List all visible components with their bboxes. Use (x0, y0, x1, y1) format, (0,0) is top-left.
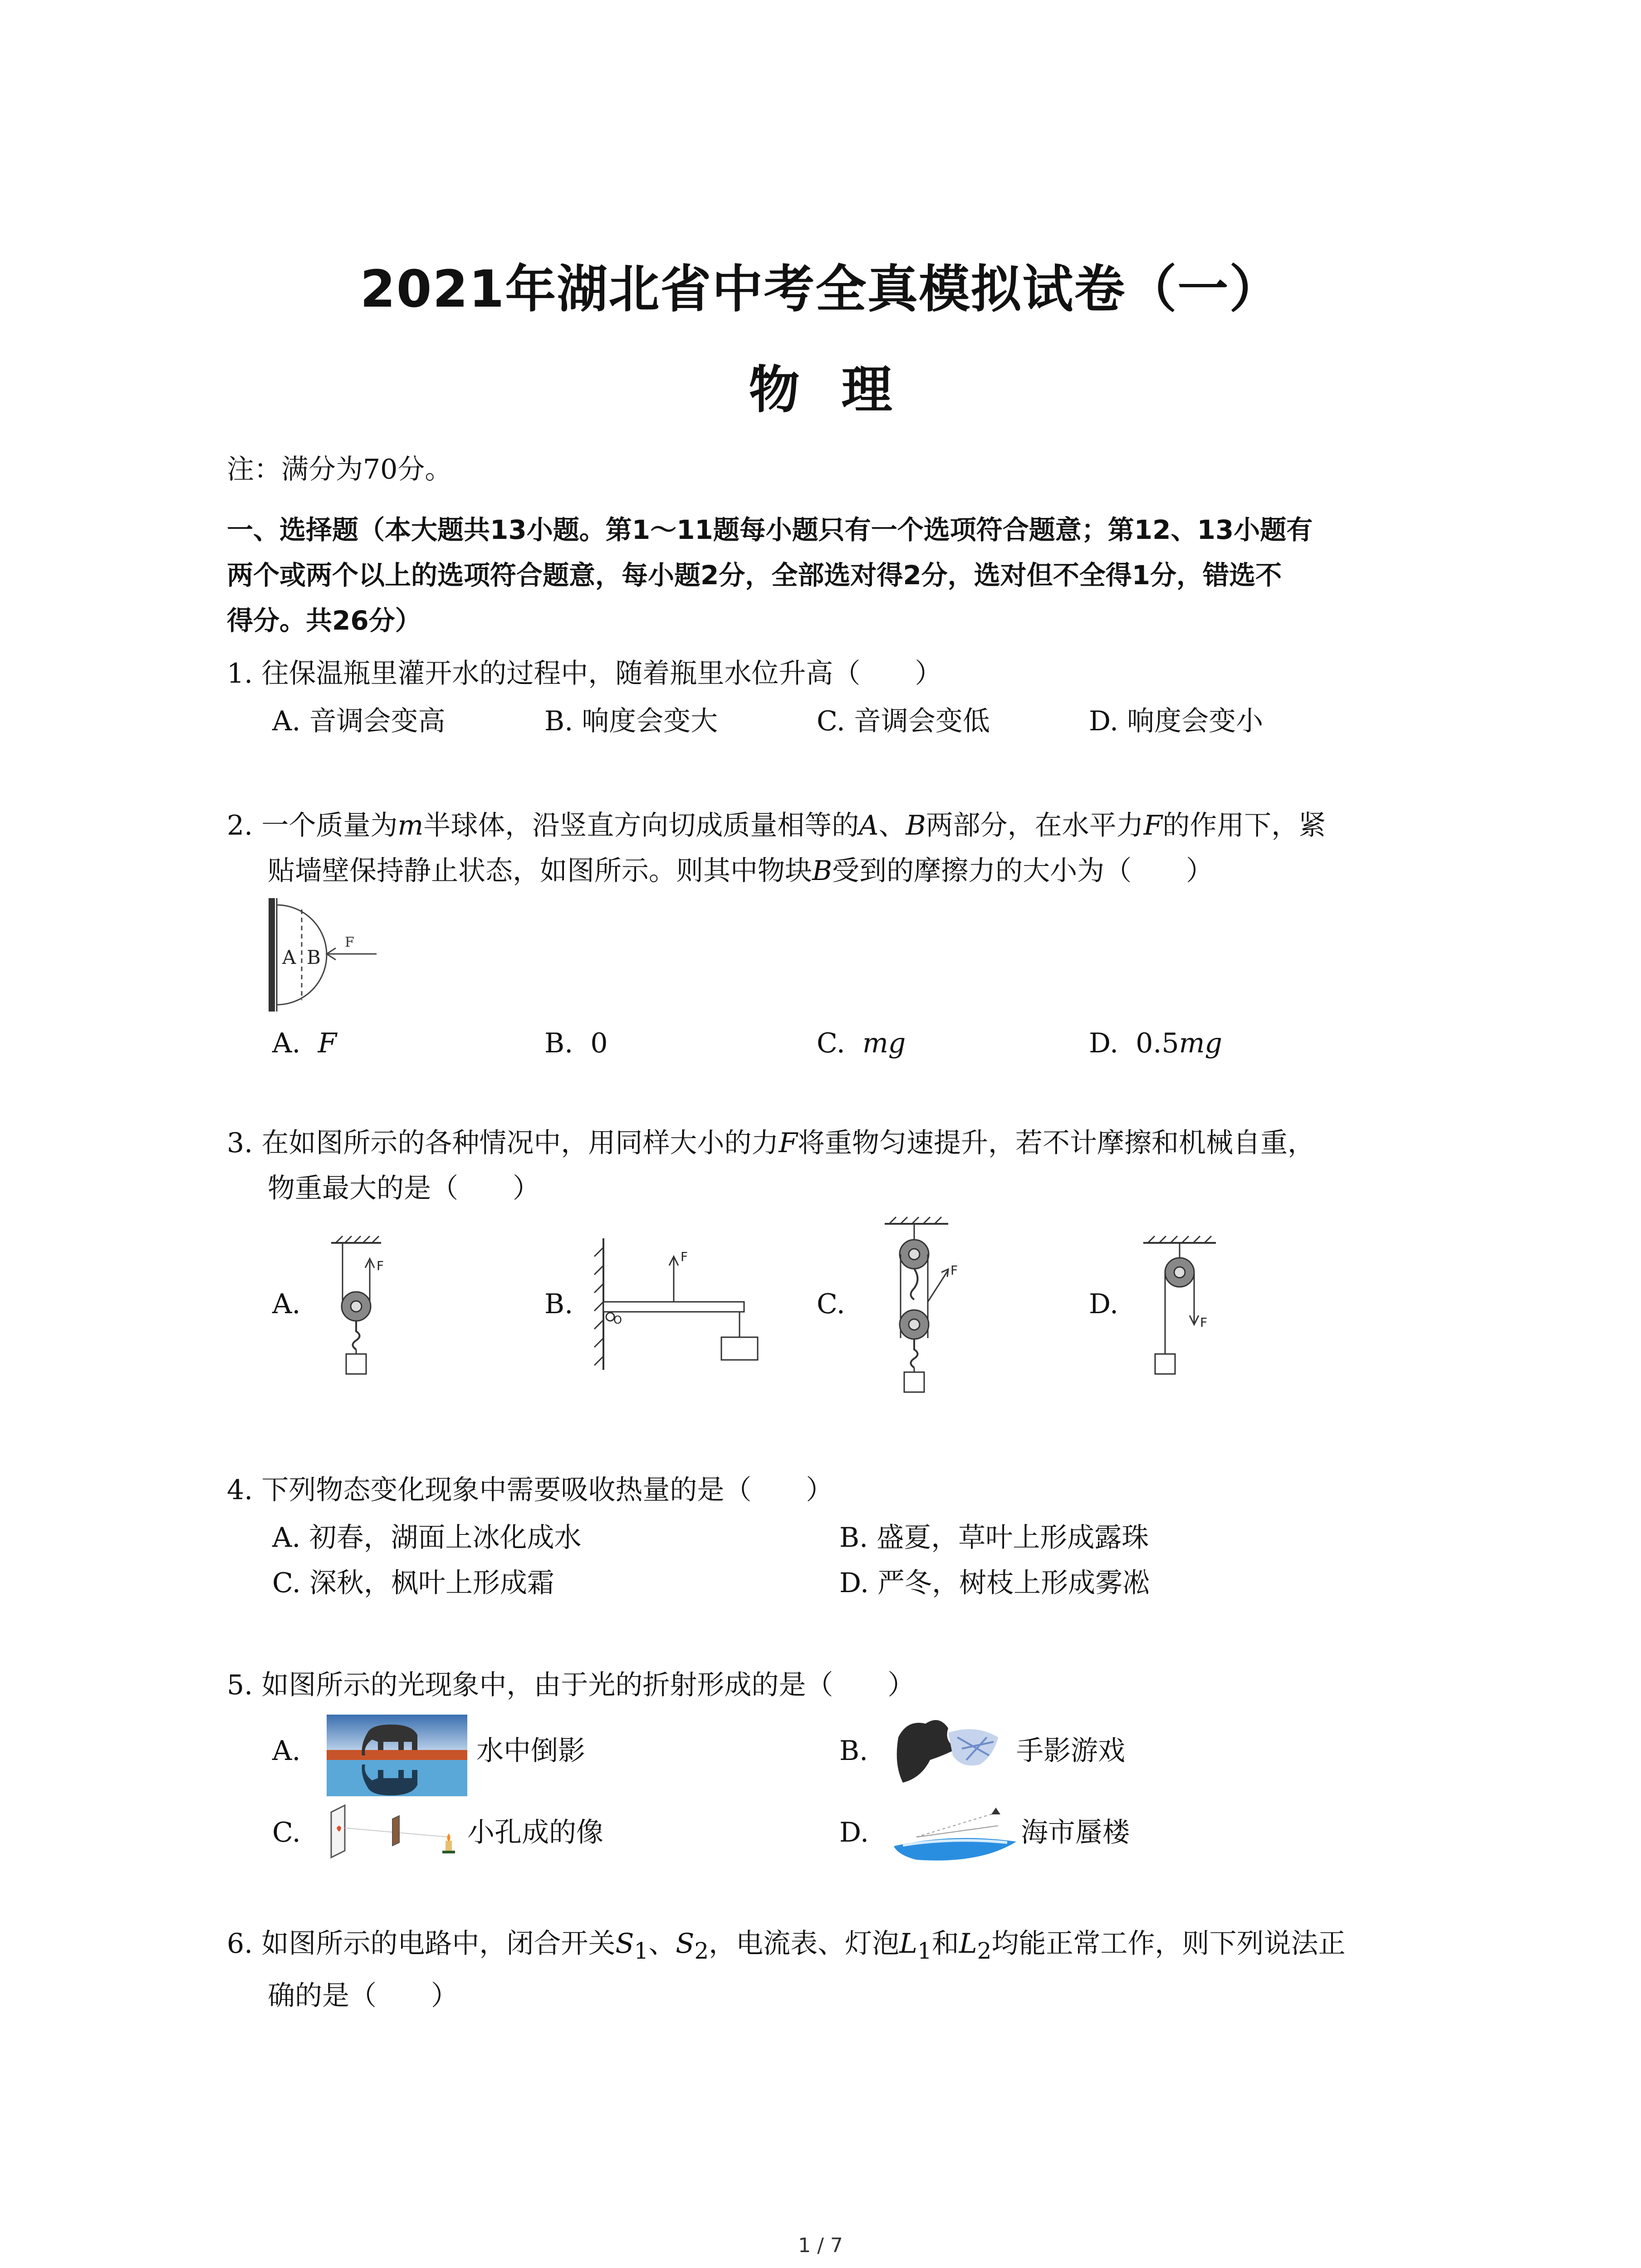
q5-option-a-text: 水中倒影 (476, 1735, 585, 1767)
q5-option-b-label: B. (839, 1735, 868, 1767)
q4-stem: 4. 下列物态变化现象中需要吸收热量的是（ ） (227, 1474, 833, 1506)
force-label: F (377, 1258, 384, 1273)
force-label: F (345, 934, 354, 950)
label-a: A (282, 946, 296, 968)
section-heading-line3: 得分。共26分） (227, 605, 421, 636)
q6-stem-line2: 确的是（ ） (268, 1980, 458, 2012)
q2-option-a: A. F (272, 1027, 337, 1059)
q3-stem-line1: 3. 在如图所示的各种情况中，用同样大小的力F将重物匀速提升，若不计摩擦和机械自重， (227, 1127, 1315, 1159)
q3-option-d: D. (1089, 1288, 1119, 1320)
q5-option-d-text: 海市蜃楼 (1021, 1817, 1130, 1848)
mirage-figure (889, 1796, 1021, 1864)
q4-option-c: C. 深秋，枫叶上形成霜 (272, 1567, 554, 1599)
q2-option-c: C. mg (817, 1027, 906, 1059)
q4-option-b: B. 盛夏，草叶上形成露珠 (839, 1522, 1149, 1554)
q5-option-b-text: 手影游戏 (1016, 1735, 1125, 1767)
q1-option-a: A. 音调会变高 (272, 705, 446, 737)
exam-title: 2021年湖北省中考全真模拟试卷（一） (360, 260, 1281, 319)
label-b: B (307, 946, 321, 968)
q2-option-b: B. 0 (544, 1027, 608, 1059)
weight-box (721, 1337, 758, 1360)
q1-option-c: C. 音调会变低 (817, 705, 990, 737)
movable-pulley-figure (327, 1234, 408, 1383)
q5-stem: 5. 如图所示的光现象中，由于光的折射形成的是（ ） (227, 1669, 915, 1701)
hook (353, 1321, 360, 1349)
force-label: F (1200, 1315, 1208, 1330)
q4-option-a: A. 初春，湖面上冰化成水 (272, 1522, 582, 1554)
section-heading-line2: 两个或两个以上的选项符合题意，每小题2分，全部选对得2分，选对但不全得1分，错选不 (227, 560, 1282, 591)
lever-figure (590, 1234, 771, 1383)
q4-option-d: D. 严冬，树枝上形成雾凇 (839, 1567, 1150, 1599)
section-heading-line1: 一、选择题（本大题共13小题。第1～11题每小题只有一个选项符合题意；第12、13小题有 (227, 514, 1313, 545)
wall (269, 898, 275, 1012)
pivot-label: O (613, 1314, 622, 1326)
q1-option-b: B. 响度会变大 (544, 705, 718, 737)
pinhole-camera-figure (327, 1801, 458, 1860)
force-label: F (950, 1263, 958, 1278)
pulley-system-figure (876, 1216, 989, 1406)
force-label: F (681, 1249, 688, 1264)
lever-bar (603, 1302, 744, 1312)
fixed-pulley-figure (1134, 1234, 1234, 1383)
q1-stem: 1. 往保温瓶里灌开水的过程中，随着瓶里水位升高（ ） (227, 658, 942, 689)
subject-title: 物理 (749, 361, 934, 420)
hemisphere-figure (268, 896, 386, 1014)
q5-option-c-label: C. (272, 1817, 301, 1848)
score-note: 注：满分为70分。 (227, 454, 452, 485)
hand-shadow-photo (889, 1706, 1007, 1796)
q2-stem-line1: 2. 一个质量为m半球体，沿竖直方向切成质量相等的A、B两部分，在水平力F的作用下，紧 (227, 810, 1326, 841)
weight-box (904, 1372, 924, 1392)
q1-option-d: D. 响度会变小 (1089, 705, 1264, 737)
reflection-photo (327, 1715, 467, 1796)
weight-box (346, 1354, 366, 1374)
q2-option-d: D. 0.5mg (1089, 1027, 1222, 1059)
q3-option-a: A. (272, 1288, 301, 1320)
q6-stem-line1: 6. 如图所示的电路中，闭合开关$S_1$、$S_2$，电流表、灯泡$L_1$和$L_2$均能正常工作，则下列说法正 (227, 1928, 1346, 1964)
q5-option-d-label: D. (839, 1817, 869, 1848)
q3-stem-line2: 物重最大的是（ ） (268, 1173, 540, 1204)
page-number: 1 / 7 (798, 2234, 843, 2257)
q5-option-a-label: A. (272, 1735, 301, 1767)
q3-option-c: C. (817, 1288, 845, 1320)
q2-stem-line2: 贴墙壁保持静止状态，如图所示。则其中物块B受到的摩擦力的大小为（ ） (268, 855, 1214, 887)
q5-option-c-text: 小孔成的像 (467, 1817, 603, 1848)
q3-option-b: B. (544, 1288, 573, 1320)
weight-box (1155, 1354, 1175, 1374)
